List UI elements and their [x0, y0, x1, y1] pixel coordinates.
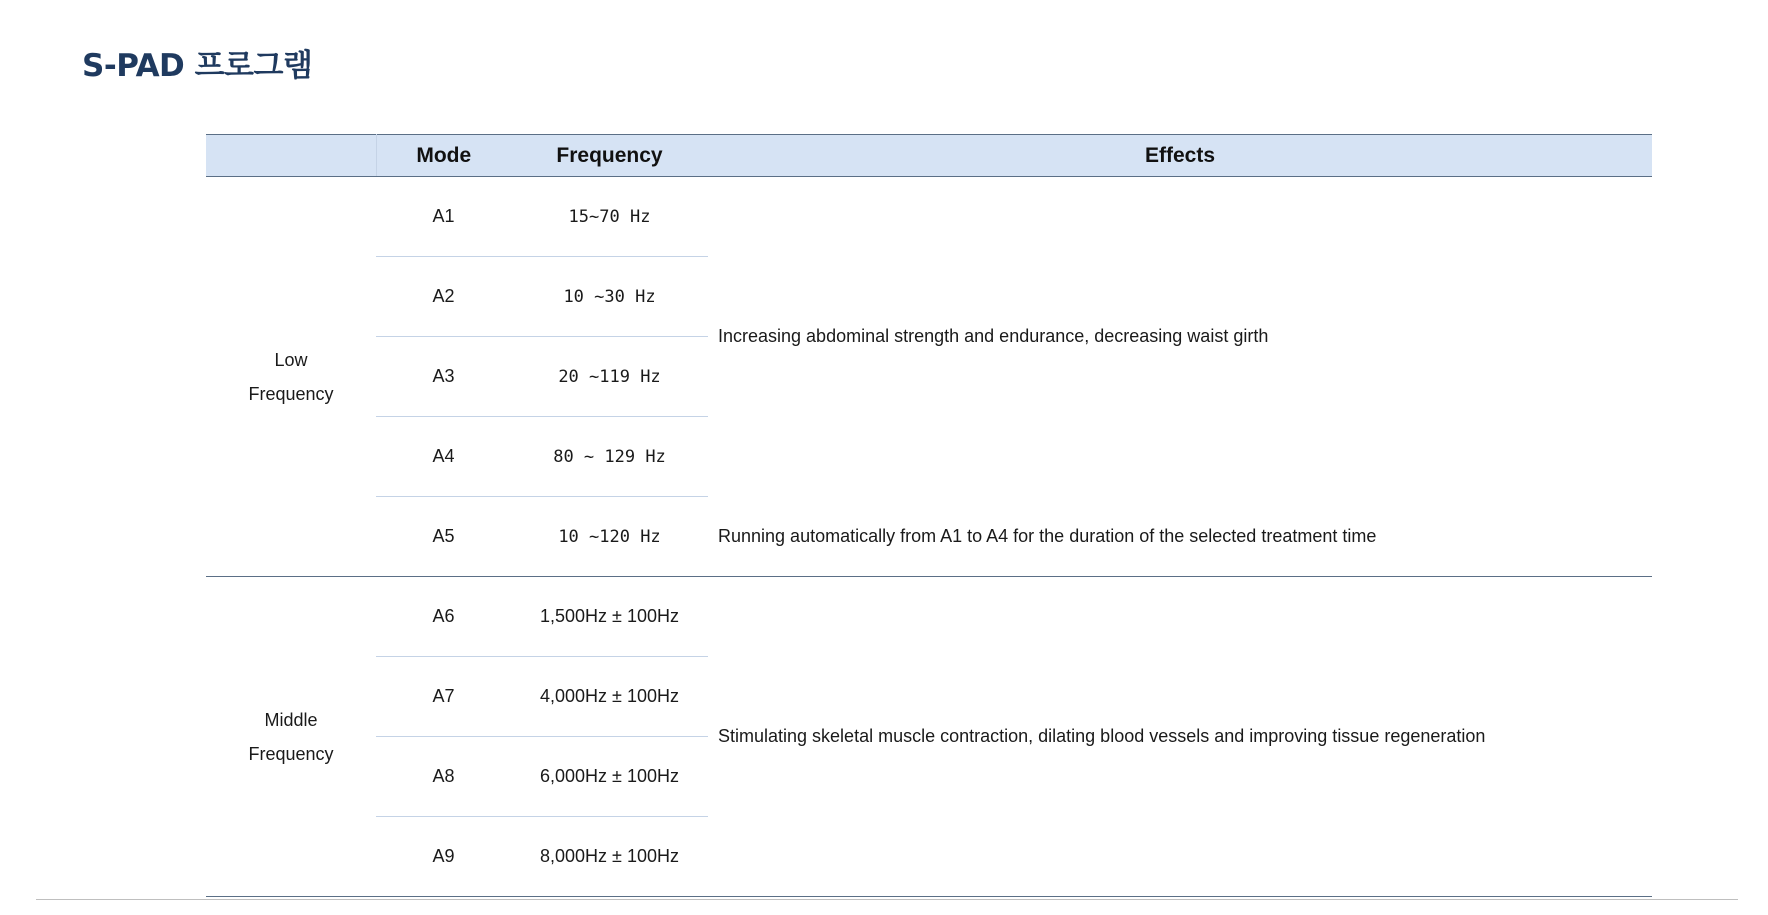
mode-cell: A4	[376, 417, 511, 497]
header-category	[206, 135, 376, 177]
category-low-frequency	[206, 177, 376, 577]
category-line: Middle	[264, 709, 318, 730]
mode-cell: A6	[376, 577, 511, 657]
frequency-cell: 4,000Hz ± 100Hz	[511, 657, 708, 737]
effects-cell: Stimulating skeletal muscle contraction, dilating blood vessels and improving tissue regeneration	[708, 577, 1652, 897]
category-line: Frequency	[248, 743, 334, 764]
frequency-cell: 1,500Hz ± 100Hz	[511, 577, 708, 657]
header-mode: Mode	[376, 135, 511, 177]
mode-cell: A2	[376, 257, 511, 337]
category-middle-frequency	[206, 577, 376, 897]
effects-cell: Running automatically from A1 to A4 for the duration of the selected treatment time	[708, 497, 1652, 577]
mode-cell: A5	[376, 497, 511, 577]
effects-cell: Increasing abdominal strength and endurance, decreasing waist girth	[718, 326, 1269, 347]
mode-cell: A9	[376, 817, 511, 897]
table-row	[206, 177, 1652, 257]
frequency-cell: 10 ~30 Hz	[511, 257, 708, 337]
mode-cell: A7	[376, 657, 511, 737]
frequency-cell: 15~70 Hz	[511, 177, 708, 257]
frequency-cell: 6,000Hz ± 100Hz	[511, 737, 708, 817]
page-title: S-PAD 프로그램	[82, 48, 313, 84]
category-line: Frequency	[248, 383, 334, 404]
table-row	[206, 497, 1652, 577]
mode-cell: A3	[376, 337, 511, 417]
header-frequency: Frequency	[511, 135, 708, 177]
frequency-cell: 8,000Hz ± 100Hz	[511, 817, 708, 897]
header-effects: Effects	[708, 135, 1652, 177]
frequency-cell: 20 ~119 Hz	[511, 337, 708, 417]
frequency-cell: 10 ~120 Hz	[511, 497, 708, 577]
mode-cell: A1	[376, 177, 511, 257]
bottom-divider	[36, 899, 1738, 900]
table-header-row	[206, 135, 1652, 177]
mode-cell: A8	[376, 737, 511, 817]
spad-program-table	[206, 134, 1652, 897]
category-line: Low	[274, 349, 308, 370]
table-row	[206, 577, 1652, 657]
frequency-cell: 80 ~ 129 Hz	[511, 417, 708, 497]
